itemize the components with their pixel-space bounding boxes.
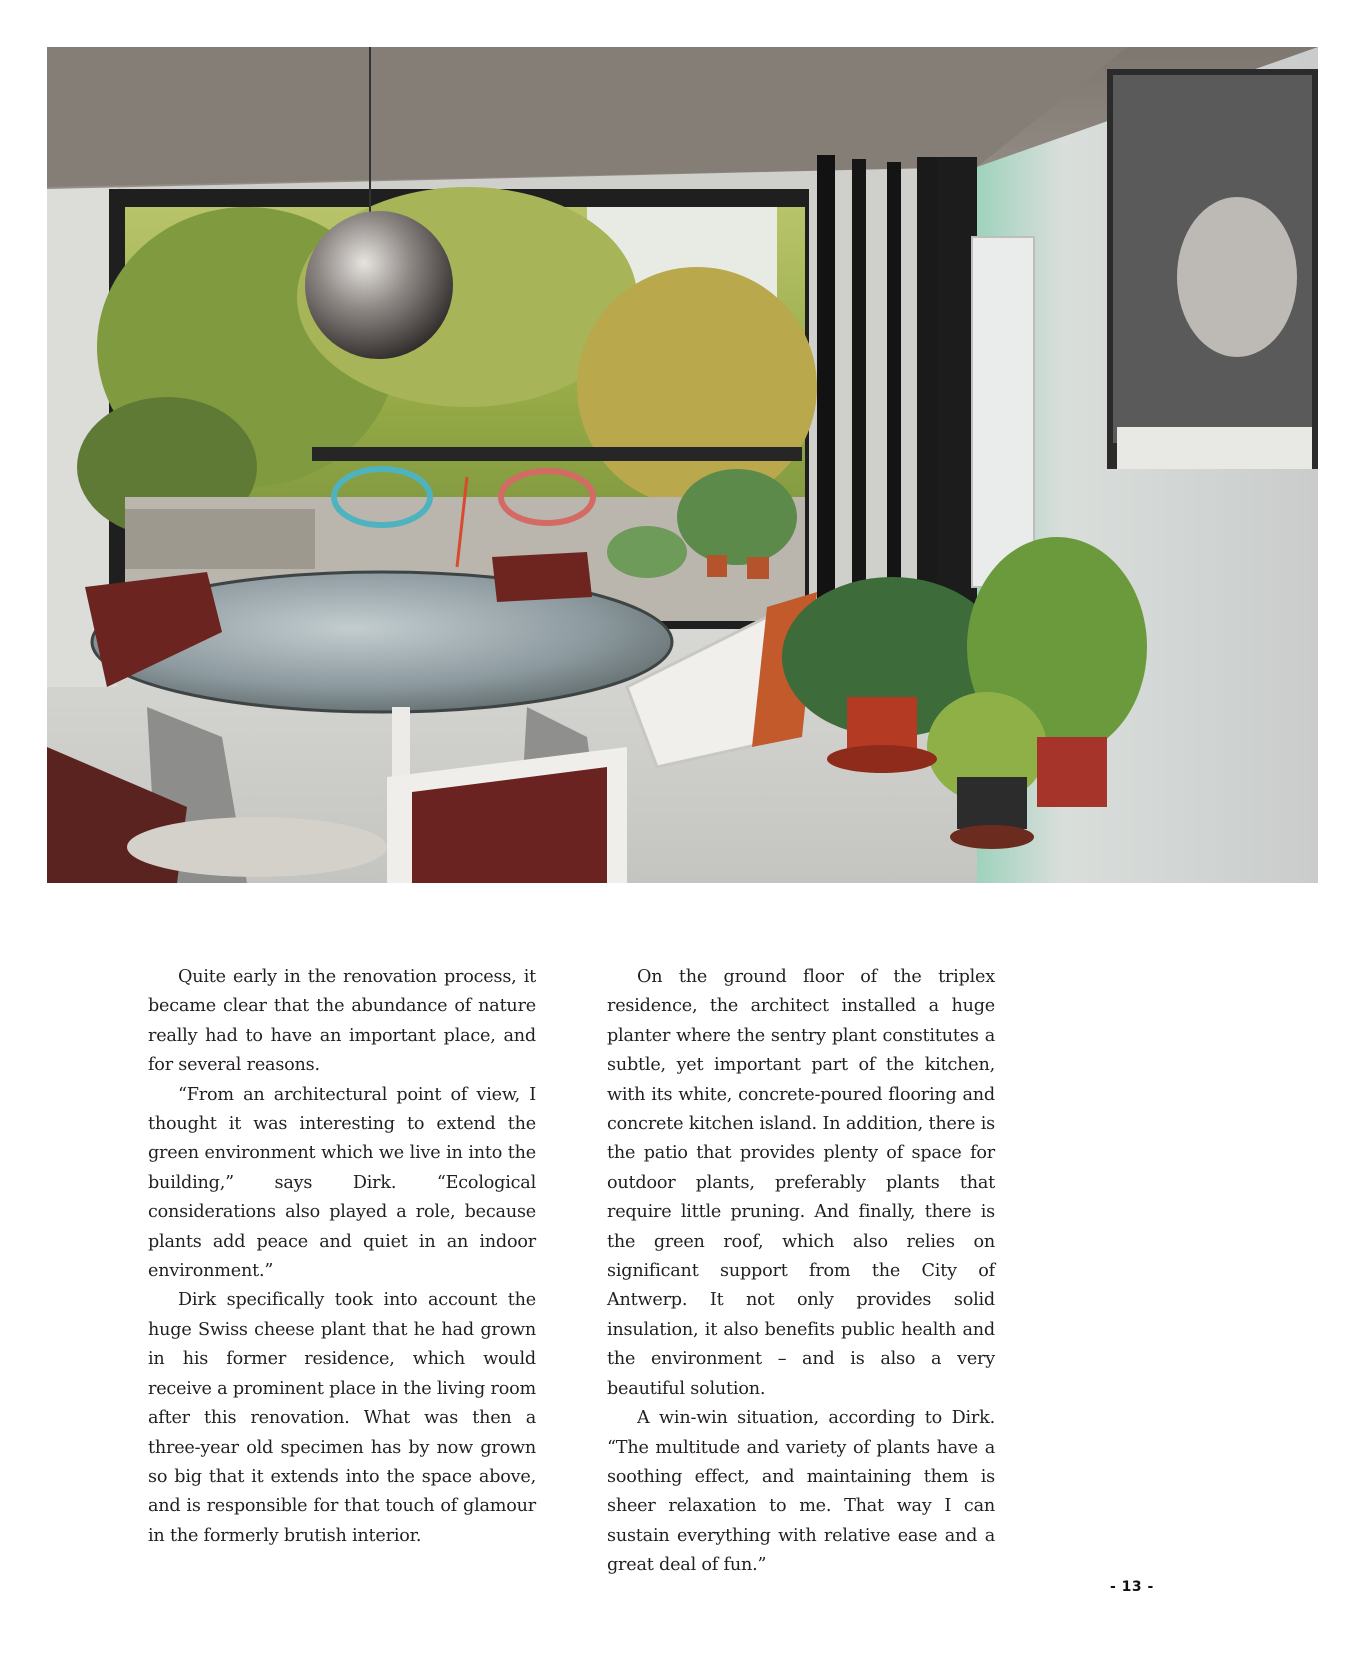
interior-photo-illustration bbox=[47, 47, 1318, 883]
page-number: - 13 - bbox=[1110, 1579, 1154, 1595]
paragraph: Quite early in the renovation process, it became clear that the abundance of nature really had to have an important place, and for several reasons. bbox=[148, 967, 536, 1076]
article-column-left bbox=[148, 963, 536, 1551]
article-column-right bbox=[607, 963, 995, 1581]
paragraph: Dirk specifically took into account the huge Swiss cheese plant that he had grown in his former residence, which would receive a prominent place in the living room after this renovation. What was then a three-year old specimen has by now grown so big that it extends into the space above, and is responsible for that touch of glamour in the formerly brutish interior. bbox=[148, 1290, 536, 1546]
paragraph: On the ground floor of the triplex residence, the architect installed a huge planter where the sentry plant constitutes a subtle, yet important part of the kitchen, with its white, concrete-poured flooring and concrete kitchen island. In addition, there is the patio that provides plenty of space for outdoor plants, preferably plants that require little pruning. And finally, there is the green roof, which also relies on significant support from the City of Antwerp. It not only provides solid insulation, it also benefits public health and the environment – and is also a very beautiful solution. bbox=[607, 967, 995, 1399]
interior-photo bbox=[47, 47, 1318, 883]
paragraph: A win-win situation, according to Dirk. “The multitude and variety of plants have a soothing effect, and maintaining them is sheer relaxation to me. That way I can sustain everything with relative ease and a great deal of fun.” bbox=[607, 1408, 995, 1576]
paragraph: “From an architectural point of view, I thought it was interesting to extend the green environment which we live in into the building,” says Dirk. “Ecological considerations also played a role, because plants add peace and quiet in an indoor environment.” bbox=[148, 1084, 536, 1282]
